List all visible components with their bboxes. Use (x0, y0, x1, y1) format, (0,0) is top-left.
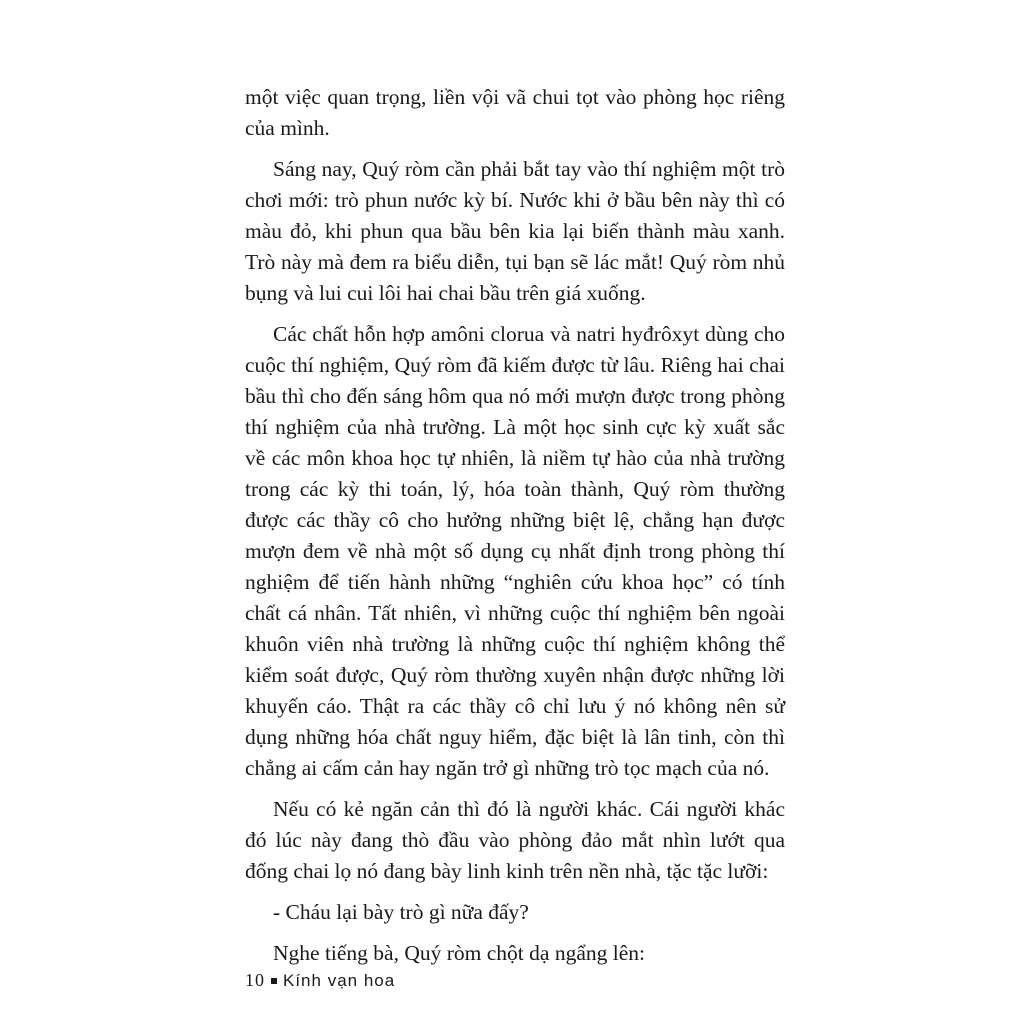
bullet-separator-icon (271, 978, 277, 984)
paragraph: Các chất hỗn hợp amôni clorua và natri hyđrôxyt dùng cho cuộc thí nghiệm, Quý ròm đã kiếm được từ lâu. Riêng hai chai bầu thì cho đến sáng hôm qua nó mới mượn được trong phòng thí nghiệm của nhà trường. Là một học sinh cực kỳ xuất sắc về các môn khoa học tự nhiên, là niềm tự hào của nhà trường trong các kỳ thi toán, lý, hóa toàn thành, Quý ròm thường được các thầy cô cho hưởng những biệt lệ, chẳng hạn được mượn đem về nhà một số dụng cụ nhất định trong phòng thí nghiệm để tiến hành những “nghiên cứu khoa học” có tính chất cá nhân. Tất nhiên, vì những cuộc thí nghiệm bên ngoài khuôn viên nhà trường là những cuộc thí nghiệm không thể kiểm soát được, Quý ròm thường xuyên nhận được những lời khuyến cáo. Thật ra các thầy cô chỉ lưu ý nó không nên sử dụng những hóa chất nguy hiểm, đặc biệt là lân tinh, còn thì chẳng ai cấm cản hay ngăn trở gì những trò tọc mạch của nó. (245, 322, 785, 780)
paragraph: Nếu có kẻ ngăn cản thì đó là người khác. Cái người khác đó lúc này đang thò đầu vào phòng đảo mắt nhìn lướt qua đống chai lọ nó đang bày linh kinh trên nền nhà, tặc tặc lưỡi: (245, 797, 785, 883)
paragraph: Sáng nay, Quý ròm cần phải bắt tay vào thí nghiệm một trò chơi mới: trò phun nước kỳ bí. Nước khi ở bầu bên này thì có màu đỏ, khi phun qua bầu bên kia lại biến thành màu xanh. Trò này mà đem ra biểu diễn, tụi bạn sẽ lác mắt! Quý ròm nhủ bụng và lui cui lôi hai chai bầu trên giá xuống. (245, 157, 785, 305)
dialogue-line: - Cháu lại bày trò gì nữa đấy? (273, 900, 529, 924)
paragraph: Nghe tiếng bà, Quý ròm chột dạ ngẩng lên: (273, 941, 645, 965)
page-number: 10 (245, 970, 265, 990)
book-title: Kính vạn hoa (283, 970, 396, 990)
page-footer (245, 970, 395, 991)
body-text (245, 82, 785, 979)
paragraph-continuation: một việc quan trọng, liền vội vã chui tọt vào phòng học riêng của mình. (245, 85, 785, 140)
